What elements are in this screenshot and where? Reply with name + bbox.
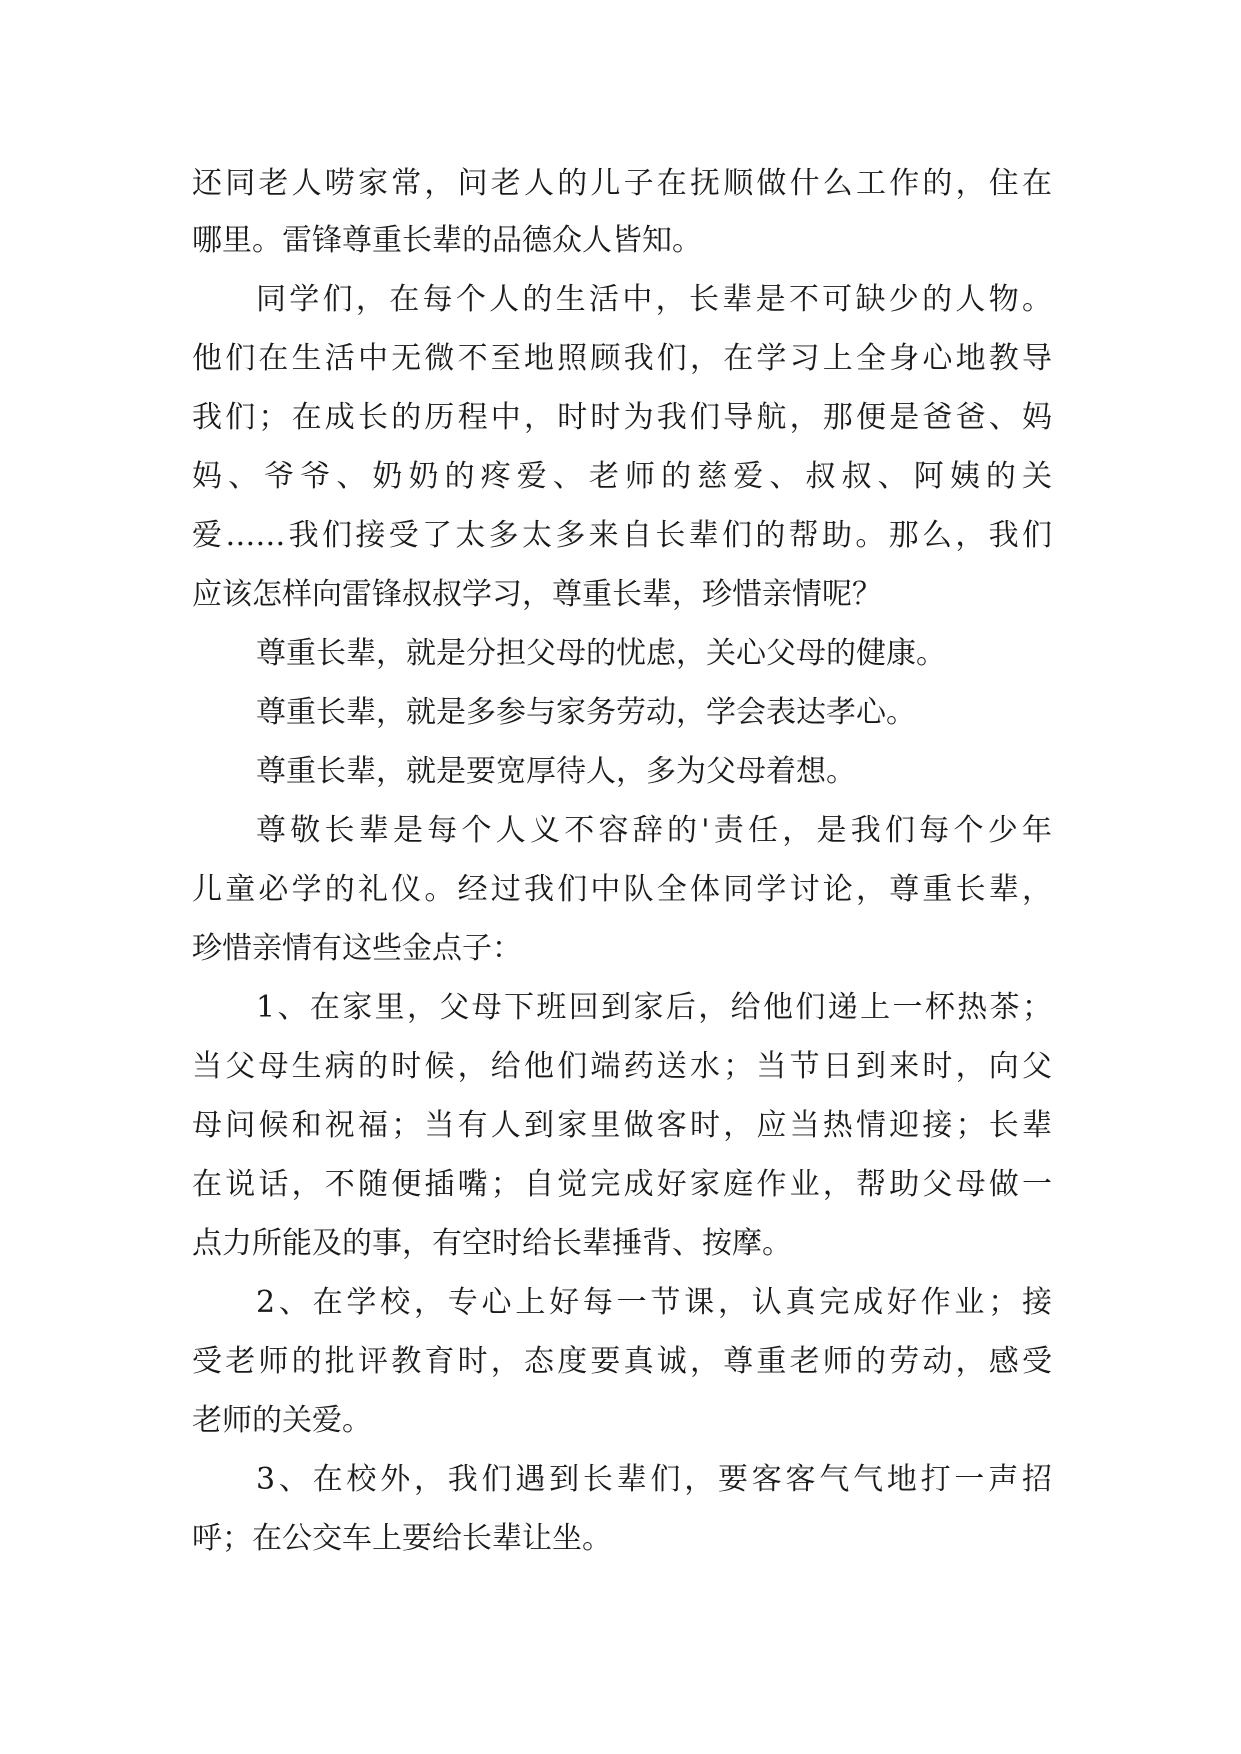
- text-line: 同学们，在每个人的生活中，长辈是不可缺少的人物。: [256, 282, 1052, 317]
- text-line: 在说话，不随便插嘴；自觉完成好家庭作业，帮助父母做一: [192, 1167, 1052, 1202]
- text-line: 老师的关爱。: [192, 1403, 372, 1438]
- text-line: 点力所能及的事，有空时给长辈捶背、按摩。: [192, 1226, 792, 1261]
- text-line: 呼；在公交车上要给长辈让坐。: [192, 1521, 612, 1556]
- text-line: 珍惜亲情有这些金点子：: [192, 931, 522, 966]
- text-line: 尊重长辈，就是分担父母的忧虑，关心父母的健康。: [256, 636, 946, 671]
- text-line: 他们在生活中无微不至地照顾我们，在学习上全身心地教导: [192, 341, 1052, 376]
- text-line: 还同老人唠家常，问老人的儿子在抚顺做什么工作的，住在: [192, 166, 1052, 201]
- text-line: 1、在家里，父母下班回到家后，给他们递上一杯热茶；: [256, 990, 1052, 1025]
- text-line: 当父母生病的时候，给他们端药送水；当节日到来时，向父: [192, 1049, 1052, 1084]
- text-line: 爱……我们接受了太多太多来自长辈们的帮助。那么，我们: [192, 518, 1052, 553]
- text-line: 我们；在成长的历程中，时时为我们导航，那便是爸爸、妈: [192, 400, 1052, 435]
- text-line: 母问候和祝福；当有人到家里做客时，应当热情迎接；长辈: [192, 1108, 1052, 1143]
- text-line: 3、在校外，我们遇到长辈们，要客客气气地打一声招: [256, 1462, 1052, 1497]
- text-line: 妈、爷爷、奶奶的疼爱、老师的慈爱、叔叔、阿姨的关: [192, 459, 1052, 494]
- text-line: 儿童必学的礼仪。经过我们中队全体同学讨论，尊重长辈，: [192, 872, 1052, 907]
- text-line: 2、在学校，专心上好每一节课，认真完成好作业；接: [256, 1285, 1052, 1320]
- text-line: 尊敬长辈是每个人义不容辞的'责任，是我们每个少年: [256, 813, 1052, 848]
- text-line: 应该怎样向雷锋叔叔学习，尊重长辈，珍惜亲情呢？: [192, 577, 882, 612]
- text-line: 受老师的批评教育时，态度要真诚，尊重老师的劳动，感受: [192, 1344, 1052, 1379]
- text-line: 哪里。雷锋尊重长辈的品德众人皆知。: [192, 223, 702, 258]
- text-line: 尊重长辈，就是多参与家务劳动，学会表达孝心。: [256, 695, 916, 730]
- text-line: 尊重长辈，就是要宽厚待人，多为父母着想。: [256, 754, 856, 789]
